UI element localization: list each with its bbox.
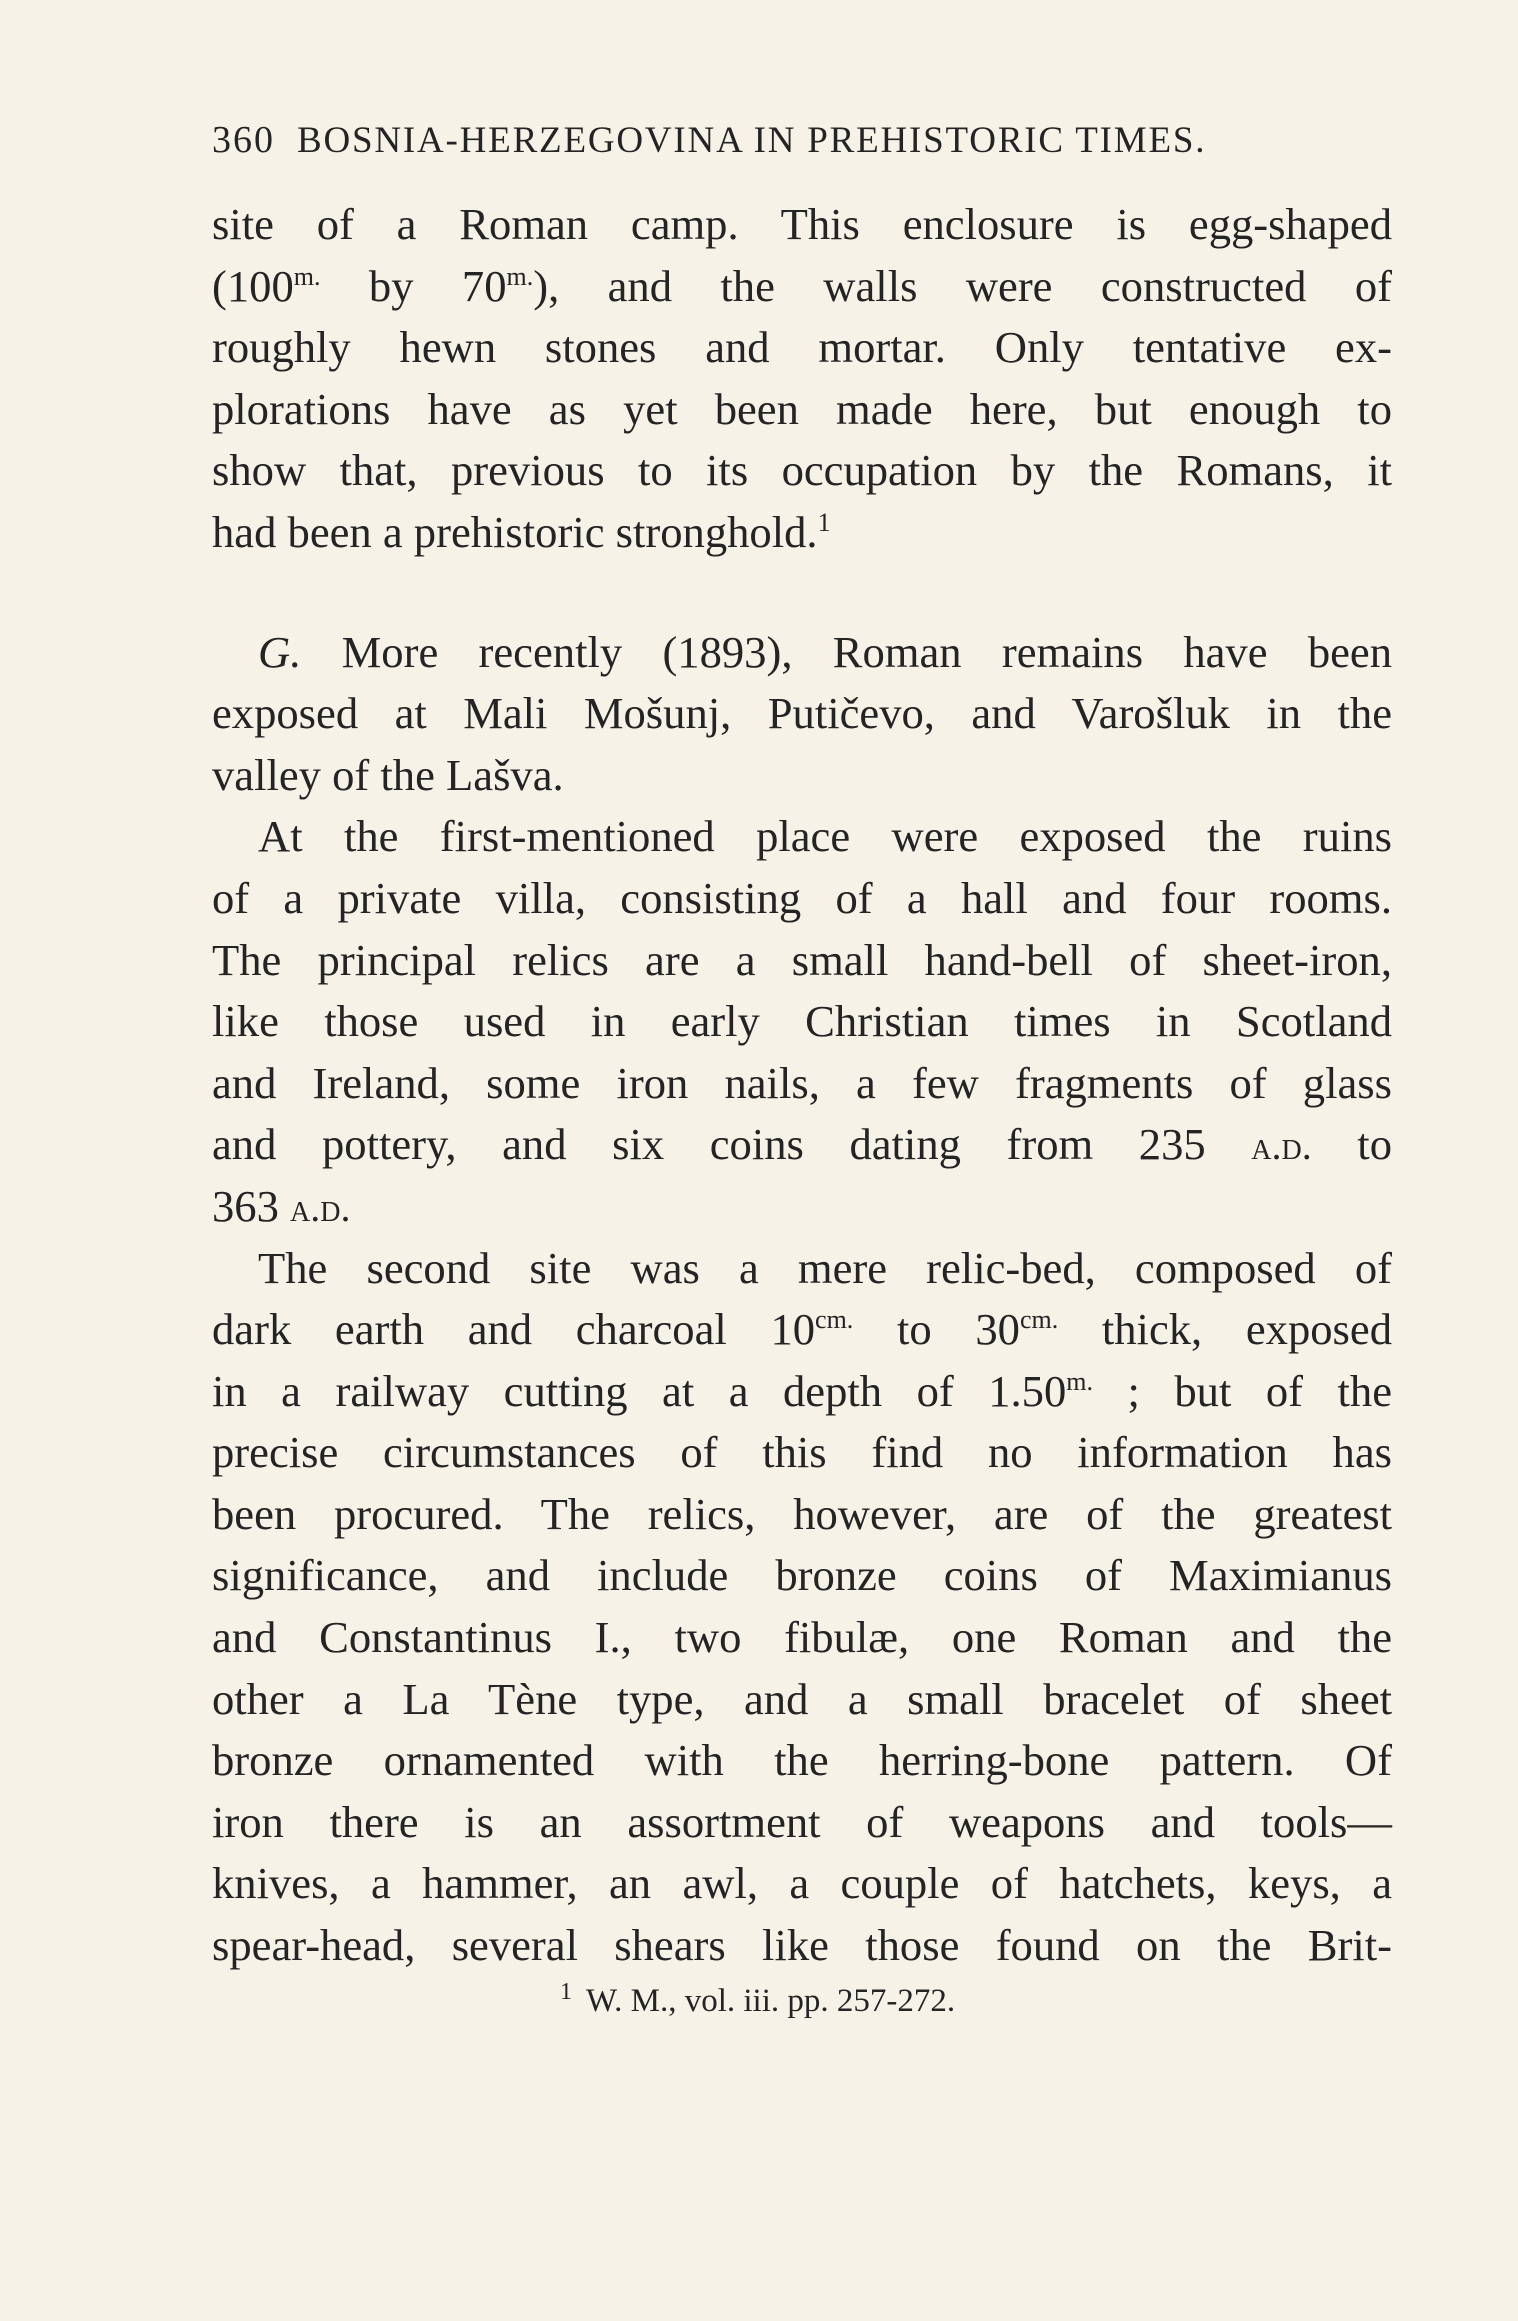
running-header [212,108,1392,172]
text-line: roughly hewn stones and mortar. Only tentative ex- [212,322,1392,373]
paragraph-roman-camp [212,194,1392,564]
paragraph-section-g [212,622,1392,807]
section-gap [212,564,1392,622]
text-line: other a La Tène type, and a small bracelet of sheet [212,1673,1392,1724]
paragraph-second-site [212,1238,1392,1977]
text-line: iron there is an assortment of weapons and tools— [212,1796,1392,1847]
footnote [212,1979,1392,2023]
text-line: and Ireland, some iron nails, a few fragments of glass [212,1057,1392,1108]
text-line: like those used in early Christian times in Scotland [212,996,1392,1047]
text-line: precise circumstances of this find no information has [212,1427,1392,1478]
text-line: show that, previous to its occupation by the Romans, it [212,445,1392,496]
text-line: and pottery, and six coins dating from 235 a.d. to [212,1119,1392,1170]
text-line: significance, and include bronze coins of Maximianus [212,1550,1392,1601]
text-line: bronze ornamented with the herring-bone pattern. Of [212,1735,1392,1786]
book-page [212,108,1392,2023]
text-line: had been a prehistoric stronghold.$^1$ [212,506,831,557]
footnote-ref: 1 [817,508,831,538]
text-line: in a railway cutting at a depth of $1.50^{m.}$ ; but of the [212,1365,1392,1416]
text-line: ($100^{m.}$ by $70^{m.}$), and the walls were constructed of [212,260,1392,311]
text-line: The principal relics are a small hand-bell of sheet-iron, [212,934,1392,985]
text-line: spear-head, several shears like those found on the Brit- [212,1920,1392,1971]
text-line: of a private villa, consisting of a hall and four rooms. [212,872,1392,923]
text-line: G. More recently (1893), Roman remains have been [258,626,1392,677]
page-number: 360 [212,119,275,161]
paragraph-first-site [212,806,1392,1237]
text-line: The second site was a mere relic-bed, composed of [258,1242,1392,1293]
footnote-text: W. M., vol. iii. pp. 257-272. [586,1982,956,2019]
footnote-marker: 1 [560,1978,572,2005]
text-line: knives, a hammer, an awl, a couple of hatchets, keys, a [212,1858,1392,1909]
running-title: BOSNIA-HERZEGOVINA IN PREHISTORIC TIMES. [297,120,1207,161]
text-line: At the first-mentioned place were exposed the ruins [258,811,1392,862]
text-line: site of a Roman camp. This enclosure is egg-shaped [212,199,1392,249]
text-line: been procured. The relics, however, are of the greatest [212,1488,1392,1539]
text-line: plorations have as yet been made here, but enough to [212,383,1392,434]
text-line: valley of the Lašva. [212,749,564,800]
text-line: dark earth and charcoal $10^{cm.}$ to $30^{cm.}$ thick, exposed [212,1304,1392,1355]
text-line: 363 a.d. [212,1180,351,1231]
text-line: and Constantinus I., two fibulæ, one Roman and the [212,1612,1392,1663]
text-line: exposed at Mali Mošunj, Putičevo, and Varošluk in the [212,688,1392,739]
